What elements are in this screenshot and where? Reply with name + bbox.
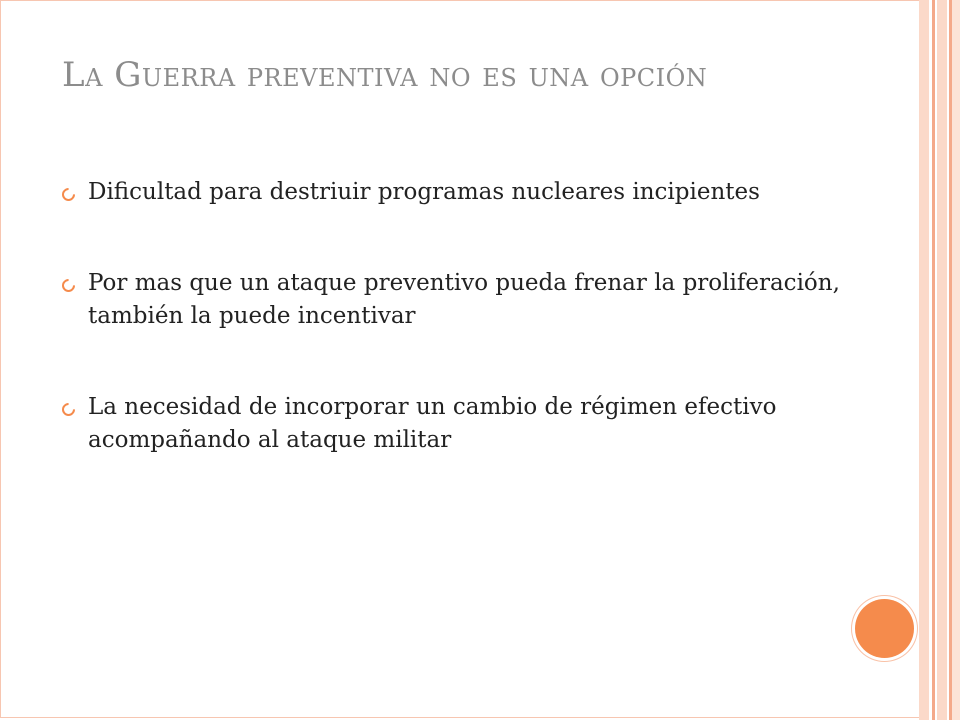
bullet-ring-icon [59, 276, 77, 294]
bullet-item [62, 267, 862, 333]
bullet-text: La necesidad de incorporar un cambio de régimen efectivo acompañando al ataque militar [88, 394, 777, 453]
bullet-item [62, 391, 862, 457]
bullet-ring-icon [59, 400, 77, 418]
bullet-list [62, 176, 862, 515]
decorative-circle [855, 599, 914, 658]
bullet-item [62, 176, 862, 209]
slide-title: La Guerra preventiva no es una opción [62, 55, 708, 95]
stripe [919, 0, 929, 720]
bullet-text: Por mas que un ataque preventivo pueda frenar la proliferación, también la puede incentivar [88, 270, 840, 329]
bullet-ring-icon [59, 185, 77, 203]
decorative-stripes [919, 0, 960, 720]
stripe [952, 0, 960, 720]
bullet-text: Dificultad para destriuir programas nucleares incipientes [88, 179, 760, 205]
stripe [937, 0, 947, 720]
